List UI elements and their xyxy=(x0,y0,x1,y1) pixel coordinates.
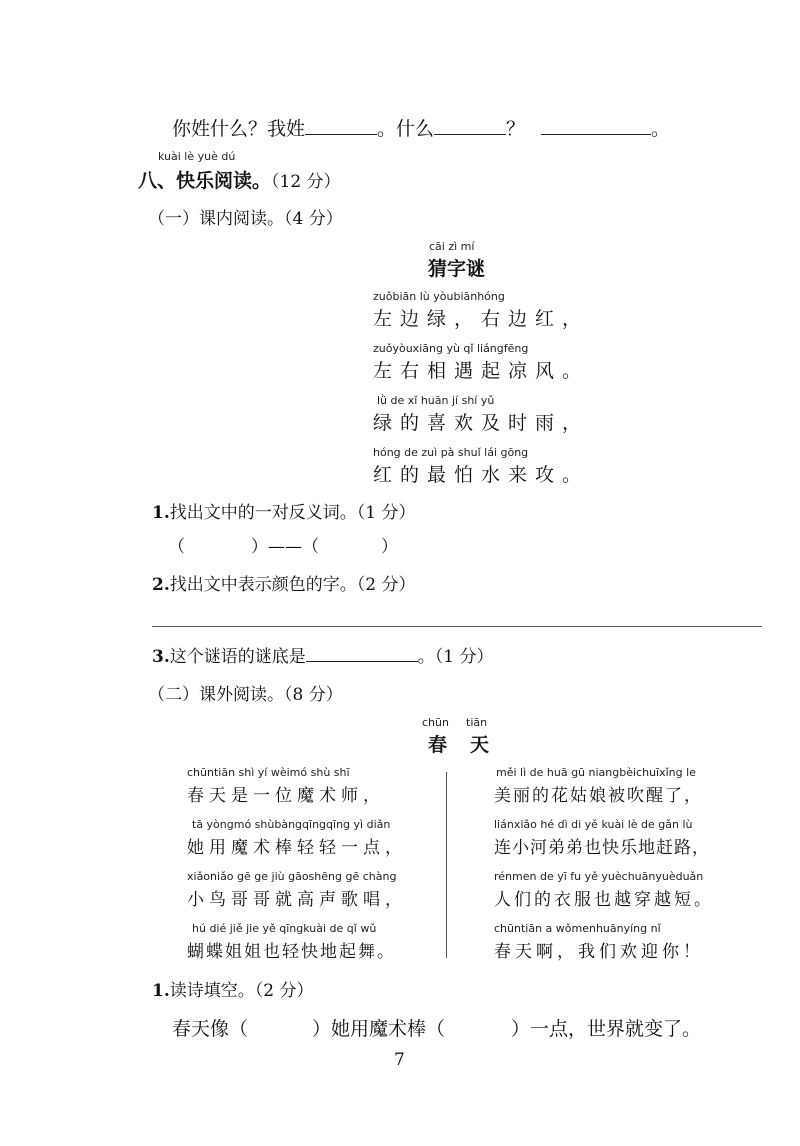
poem2-title-1: 春 xyxy=(428,734,448,756)
riddle-answer-blank[interactable] xyxy=(306,643,418,662)
name-blank[interactable] xyxy=(434,116,506,135)
poem2-title-pinyin-1: chūn xyxy=(422,716,449,729)
poem2-right-line-2: 连小河弟弟也快乐地赶路， xyxy=(494,838,710,858)
poem1-pinyin-2: zuǒyòuxiāng yù qǐ liángfēng xyxy=(373,342,529,355)
poem1-title-pinyin: cāi zì mí xyxy=(429,240,475,253)
poem2-left-pinyin-3: xiǎoniǎo gē ge jiù gāoshēng gē chàng xyxy=(187,870,397,883)
poem2-title-pinyin-2: tiān xyxy=(466,716,488,729)
poem2-left-pinyin-4: hú dié jiě jie yě qīngkuài de qǐ wǔ xyxy=(192,922,377,935)
poem2-right-pinyin-3: rénmen de yī fu yě yuèchuānyuèduǎn xyxy=(494,870,704,883)
poem2-right-pinyin-1: měi lì de huā gū niangbèichuīxǐng le xyxy=(496,766,696,779)
answer-blank[interactable] xyxy=(541,116,651,135)
poem2-left-line-3: 小鸟哥哥就高声歌唱， xyxy=(187,890,407,910)
poem2-left-line-1: 春天是一位魔术师， xyxy=(187,786,385,806)
poem2-left-pinyin-2: tā yòngmó shùbàngqīngqīng yì diǎn xyxy=(192,818,391,831)
poem2-left-line-2: 她用魔术棒轻轻一点， xyxy=(187,838,407,858)
part1-q3: 3.这个谜语的谜底是 。（1 分） xyxy=(152,642,493,667)
part2-heading: （二）课外阅读。（8 分） xyxy=(148,685,343,705)
page-number: 7 xyxy=(394,1050,405,1070)
fill-in-line: 春天像（ ）她用魔术棒（ ）一点，世界就变了。 xyxy=(172,1018,702,1040)
poem1-line-2: 左右相遇起凉风。 xyxy=(373,360,590,382)
poem2-title-2: 天 xyxy=(470,734,490,756)
poem1-pinyin-1: zuǒbiān lù yòubiānhóng xyxy=(373,290,505,303)
poem2-right-line-4: 春天啊，我们欢迎你！ xyxy=(494,942,704,962)
column-divider xyxy=(446,772,447,958)
part2-q1: 1.读诗填空。（2 分） xyxy=(152,981,314,1001)
poem2-right-pinyin-2: liánxiǎo hé dì di yě kuài lè de gǎn lù xyxy=(494,818,693,831)
poem2-right-pinyin-4: chūntiān a wǒmenhuānyíng nǐ xyxy=(494,922,661,935)
poem2-left-line-4: 蝴蝶姐姐也轻快地起舞。 xyxy=(187,942,396,962)
antonym-answer[interactable]: （ ）——（ ） xyxy=(168,537,398,557)
poem1-line-1: 左边绿，右边红， xyxy=(373,308,590,330)
poem2-right-line-1: 美丽的花姑娘被吹醒了， xyxy=(494,786,703,806)
poem1-title: 猜字谜 xyxy=(428,258,486,280)
part1-heading: （一）课内阅读。（4 分） xyxy=(148,209,343,229)
color-answer-line[interactable] xyxy=(152,626,762,627)
section-pinyin: kuài lè yuè dú xyxy=(158,150,236,163)
section-title: 八、快乐阅读。（12 分） xyxy=(138,170,341,192)
part1-q2: 2.找出文中表示颜色的字。（2 分） xyxy=(152,575,416,595)
name-question-line: 你姓什么？我姓 。什么 ？ 。 xyxy=(172,118,671,140)
part1-q1: 1.找出文中的一对反义词。（1 分） xyxy=(152,503,416,523)
surname-blank[interactable] xyxy=(305,116,377,135)
poem2-left-pinyin-1: chūntiān shì yí wèimó shù shī xyxy=(187,766,350,779)
poem1-pinyin-4: hóng de zuì pà shuǐ lái gōng xyxy=(373,446,529,459)
poem2-right-line-3: 人们的衣服也越穿越短。 xyxy=(494,890,714,910)
poem1-line-3: 绿的喜欢及时雨， xyxy=(373,412,590,434)
poem1-pinyin-3: lǜ de xǐ huān jí shí yǔ xyxy=(377,394,495,407)
poem1-line-4: 红的最怕水来攻。 xyxy=(373,464,590,486)
